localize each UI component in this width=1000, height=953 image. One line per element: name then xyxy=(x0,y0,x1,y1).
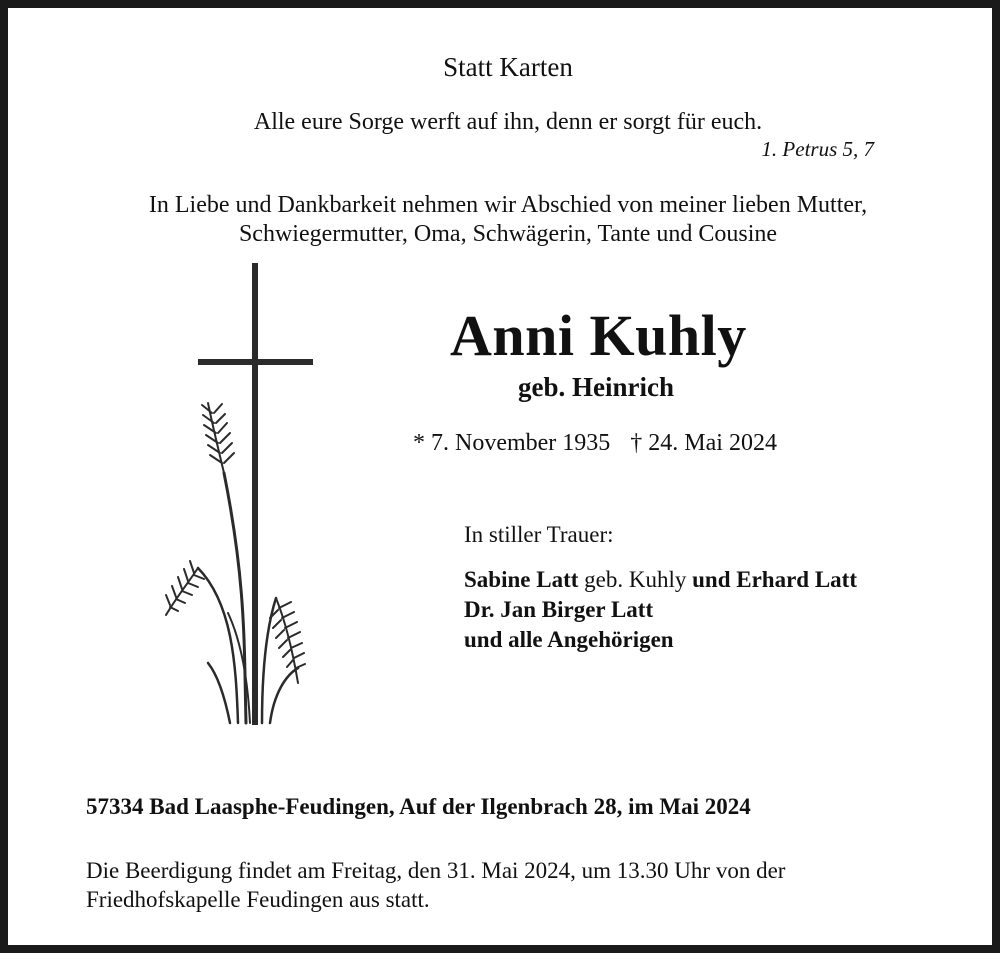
deceased-birth-name: geb. Heinrich xyxy=(518,372,674,402)
mourner-line-2: Dr. Jan Birger Latt xyxy=(464,597,654,622)
mourner-line-1 xyxy=(464,567,857,593)
funeral-info-line-2: Friedhofskapelle Feudingen aus statt. xyxy=(86,887,430,912)
statt-karten-heading: Statt Karten xyxy=(443,52,573,82)
deceased-name: Anni Kuhly xyxy=(450,303,747,368)
cross-with-wheat-icon xyxy=(158,263,333,728)
mourner-name-sabine: Sabine Latt xyxy=(464,567,579,592)
mourner-line-3: und alle Angehörigen xyxy=(464,627,674,652)
family-address: 57334 Bad Laasphe-Feudingen, Auf der Ilgenbrach 28, im Mai 2024 xyxy=(86,794,751,819)
life-dates xyxy=(413,430,777,457)
bible-verse-reference: 1. Petrus 5, 7 xyxy=(761,137,874,161)
mourner-name-erhard: und Erhard Latt xyxy=(692,567,857,592)
mourner-maiden-name: geb. Kuhly xyxy=(578,567,693,592)
mourning-label: In stiller Trauer: xyxy=(464,522,614,547)
intro-line-2: Schwiegermutter, Oma, Schwägerin, Tante und Cousine xyxy=(238,221,778,247)
funeral-info-line-1: Die Beerdigung findet am Freitag, den 31. Mai 2024, um 13.30 Uhr von der xyxy=(86,858,786,883)
intro-line-1: In Liebe und Dankbarkeit nehmen wir Abschied von meiner lieben Mutter, xyxy=(148,192,868,218)
birth-date: * 7. November 1935 xyxy=(413,430,611,456)
bible-verse: Alle eure Sorge werft auf ihn, denn er sorgt für euch. xyxy=(253,109,763,135)
death-date: † 24. Mai 2024 xyxy=(630,430,777,456)
